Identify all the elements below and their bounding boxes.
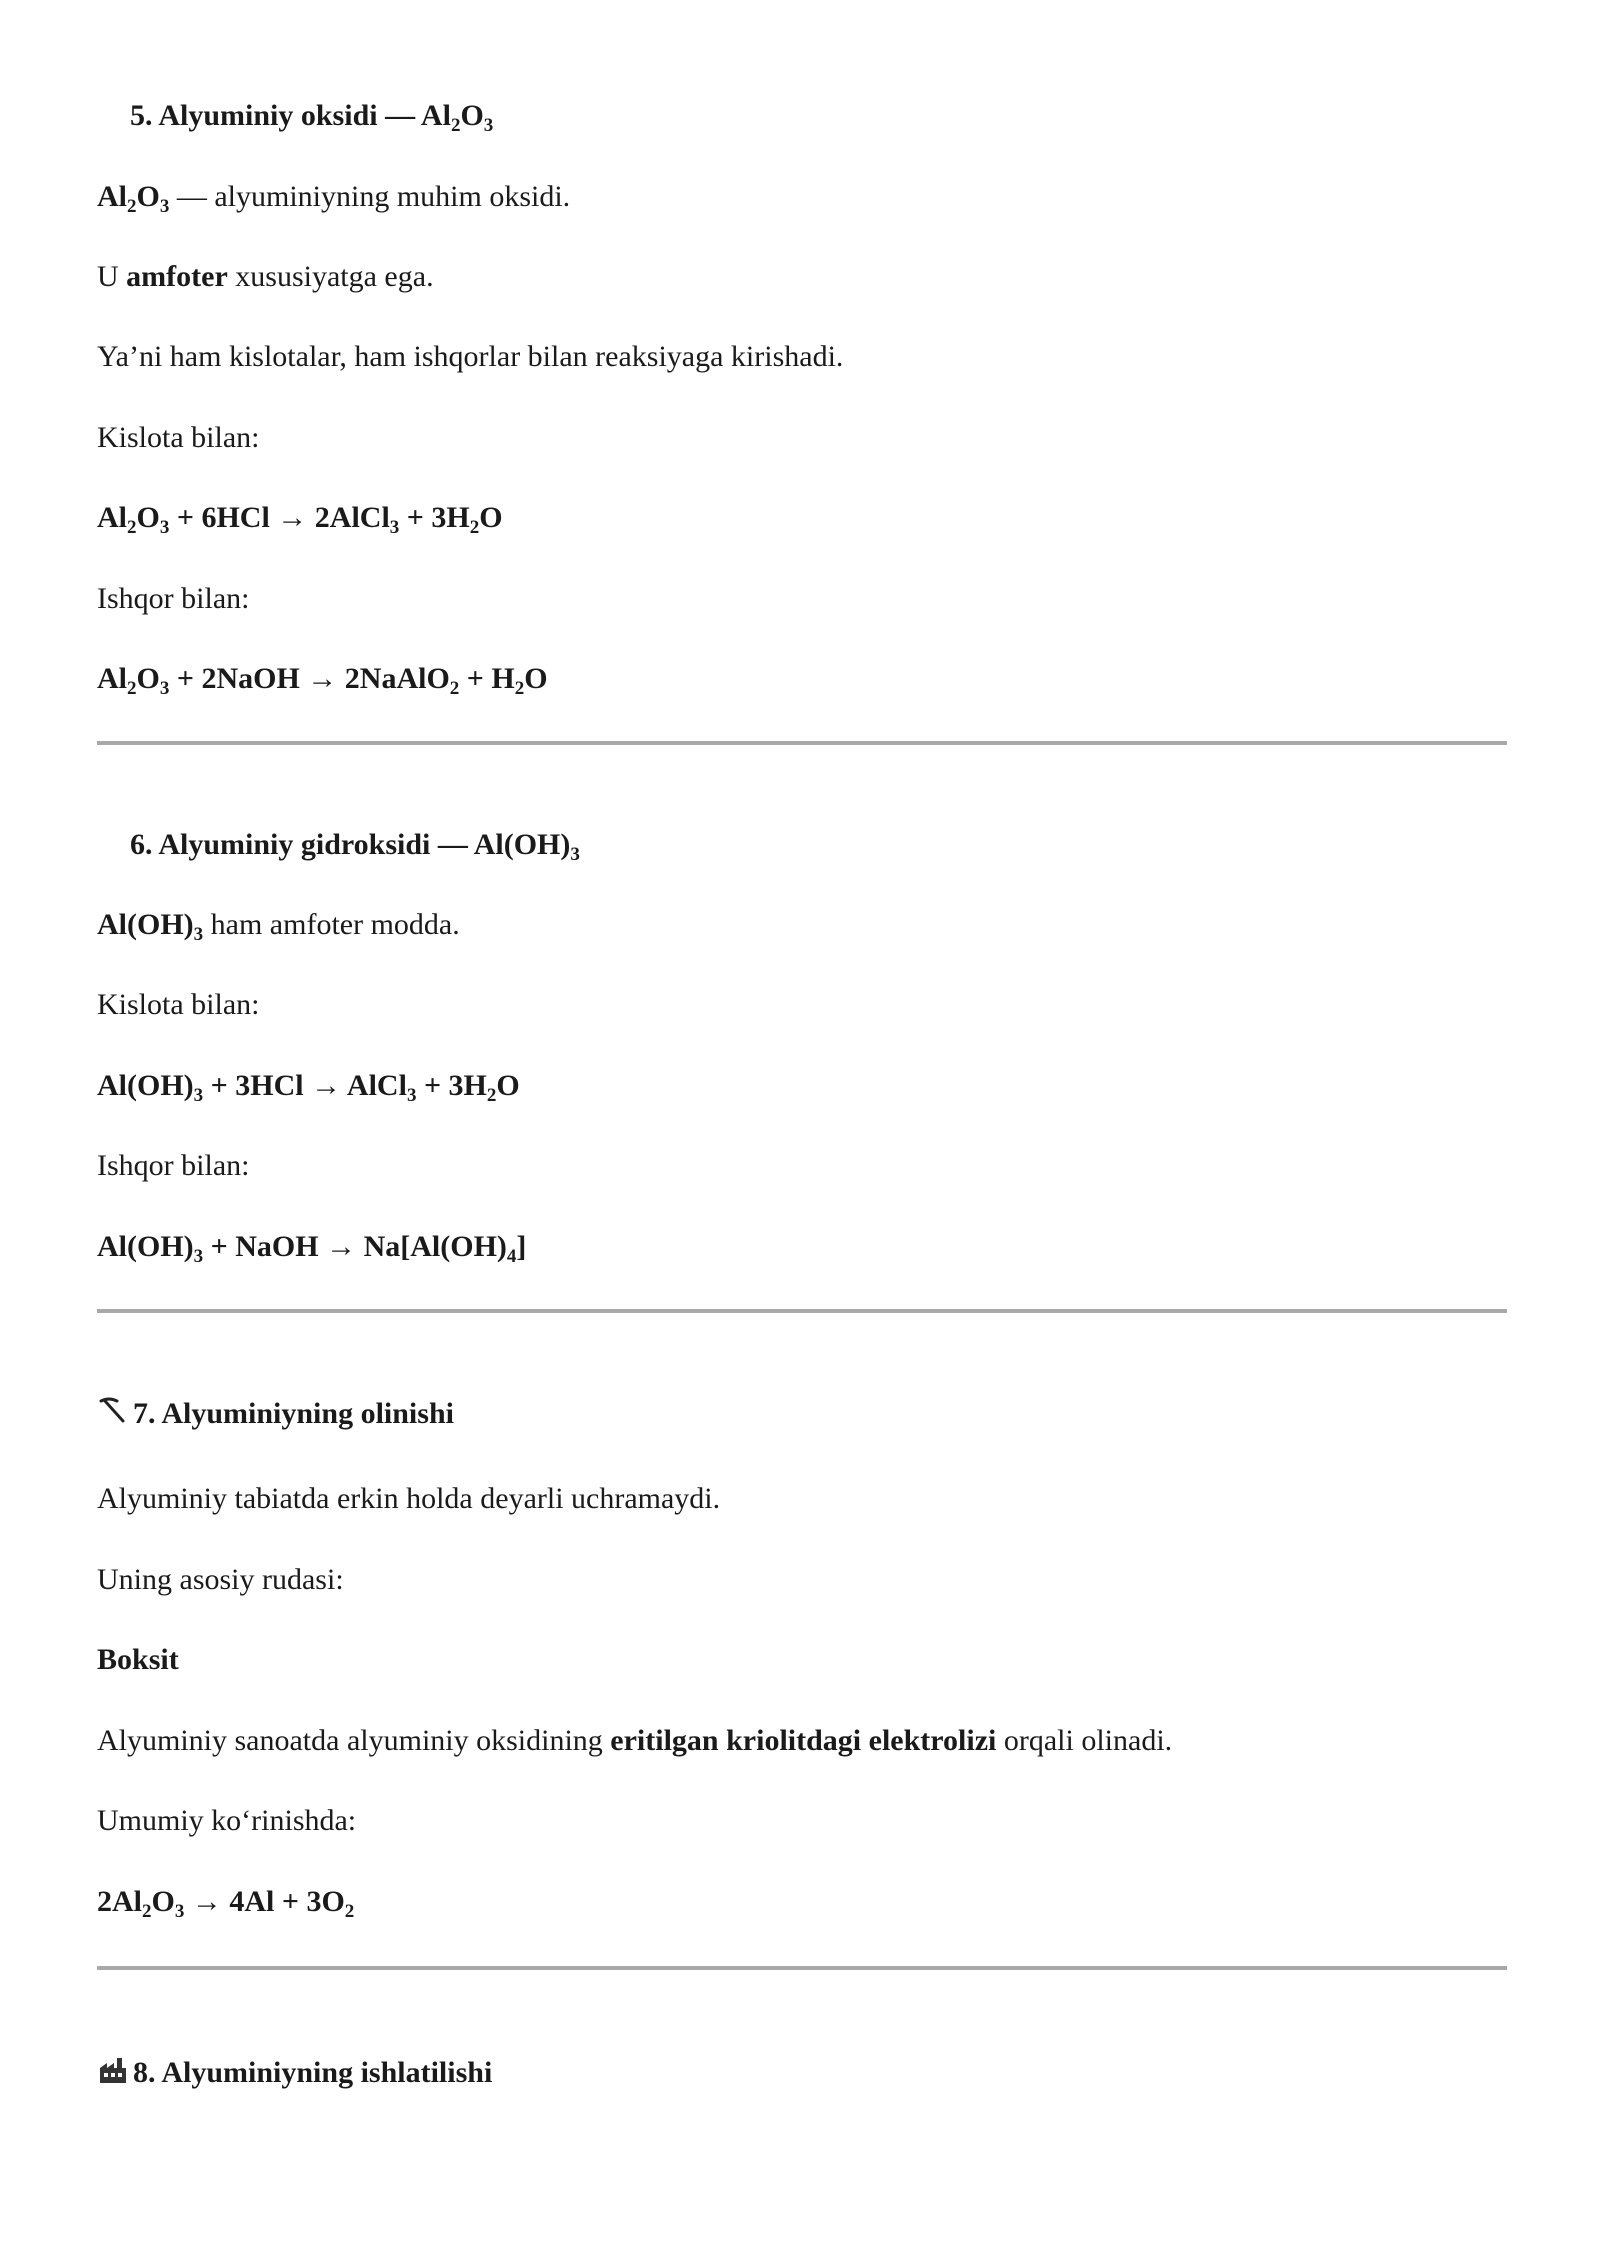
acid-label: Kislota bilan: [97,988,260,1021]
section-5-intro: $Al_2O_3$ — alyuminiyning muhim oksidi. [97,180,571,217]
factory-icon [97,2054,129,2086]
section-6-heading: 6. Alyuminiy gidroksidi — $Al(OH)_3$ [130,828,580,865]
section-8-heading: 8. Alyuminiyning ishlatilishi [97,2053,492,2093]
ore-name: Boksit [97,1643,179,1676]
production-text: Alyuminiy sanoatda alyuminiy oksidining eritilgan kriolitdagi elektrolizi orqali olinadi. [97,1724,1173,1757]
electrolysis-equation: $2Al_2O_3 \to 4Al + 3O_2$ [97,1885,355,1922]
acid-equation: $Al(OH)_3 + 3HCl$ → AlCl$_3$ + $3H_2O$ [97,1069,520,1106]
section-divider [97,741,1507,745]
pickaxe-icon [97,1395,129,1427]
acid-equation: $Al_2O_3 + 6HCl$ → 2AlCl$_3$ + $3H_2O$ [97,501,503,538]
amphoteric-explanation: Ya’ni ham kislotalar, ham ishqorlar bilan reaksiyaga kirishadi. [97,340,844,373]
occurrence-text: Alyuminiy tabiatda erkin holda deyarli uchramaydi. [97,1482,721,1515]
section-5-heading: 5. Alyuminiy oksidi — $Al_2O_3$ [130,99,494,136]
amphoteric-statement: U amfoter xususiyatga ega. [97,260,434,293]
base-equation: $Al(OH)_3$ + NaOH → $Na[Al(OH)_4]$ [97,1230,527,1267]
section-divider [97,1309,1507,1313]
general-label: Umumiy ko‘rinishda: [97,1804,357,1837]
section-divider [97,1966,1507,1970]
acid-label: Kislota bilan: [97,421,260,454]
section-7-heading: 7. Alyuminiyning olinishi [97,1394,454,1434]
base-label: Ishqor bilan: [97,582,250,615]
base-label: Ishqor bilan: [97,1149,250,1182]
base-equation: $Al_2O_3$ + 2NaOH → 2NaAlO$_2$ + $H_2O$ [97,662,548,699]
section-6-intro: $Al(OH)_3$ ham amfoter modda. [97,908,460,945]
ore-label: Uning asosiy rudasi: [97,1563,344,1596]
